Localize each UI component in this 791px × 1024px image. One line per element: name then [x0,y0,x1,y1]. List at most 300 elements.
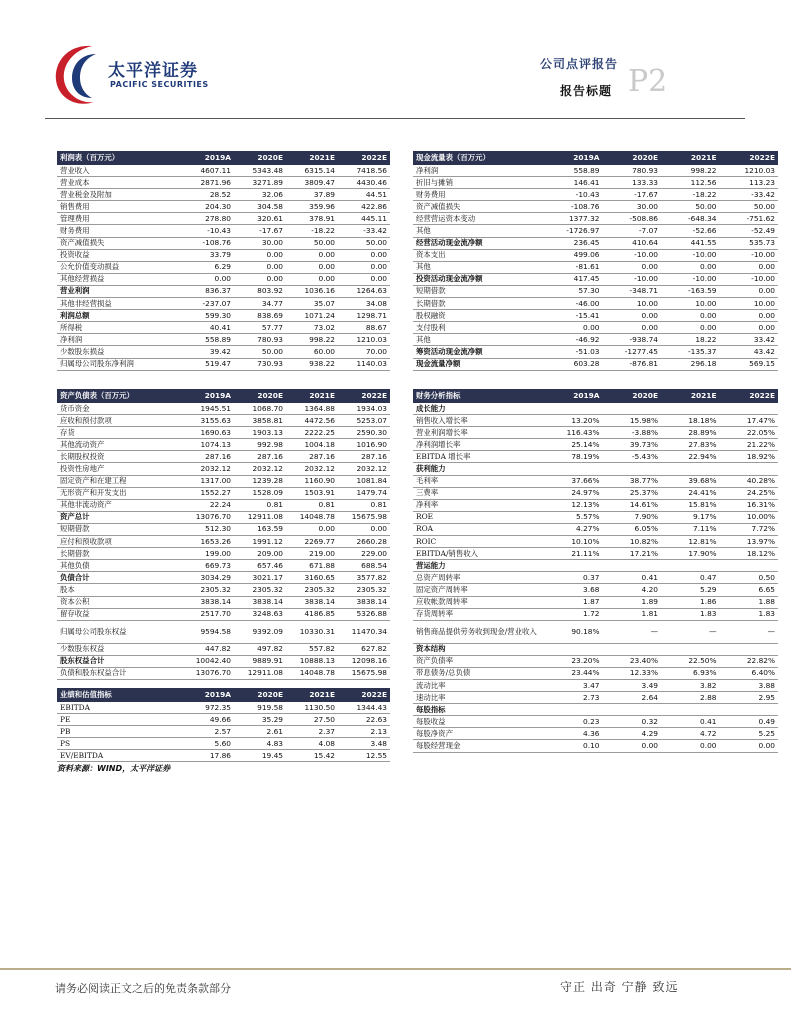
cell-value [720,560,779,572]
cell-value: 18.18% [661,415,720,427]
cell-value: 27.83% [661,439,720,451]
cell-value: 688.54 [338,560,390,572]
cell-value: -10.43 [182,225,234,237]
cell-value: 50.00 [286,237,338,249]
cell-value: -10.00 [661,273,720,285]
table-row [57,620,390,643]
table-row [413,475,778,487]
income-statement-table [57,151,390,371]
cell-value: 50.00 [720,201,779,213]
cell-value: 219.00 [286,548,338,560]
row-label: PS [57,738,182,750]
cell-value: 671.88 [286,560,338,572]
cell-value: -108.76 [544,201,603,213]
cell-value: 6.05% [603,523,662,535]
year-header: 2019A [182,151,234,165]
cell-value: 0.50 [720,572,779,584]
cell-value: 22.50% [661,655,720,667]
table-row [57,499,390,511]
cell-value: 7.11% [661,523,720,535]
cell-value: 0.00 [720,261,779,273]
row-label: 资产总计 [57,511,182,523]
table-row [413,463,778,475]
cell-value: 1344.43 [338,702,390,714]
cell-value: 497.82 [234,643,286,655]
row-label: EBITDA [57,702,182,714]
row-label: 每股经营现金 [413,740,544,752]
cell-value: 4.36 [544,728,603,740]
row-label: 总资产周转率 [413,572,544,584]
cell-value [603,463,662,475]
cell-value: 2.64 [603,692,662,704]
company-logo [50,40,240,110]
table-row [57,475,390,487]
table-row [413,358,778,370]
cell-value: 627.82 [338,643,390,655]
year-header: 2022E [720,389,779,403]
cell-value: 972.35 [182,702,234,714]
cell-value: 4.27% [544,523,603,535]
header-rule [45,118,745,119]
cell-value: 3155.63 [182,415,234,427]
cell-value: 78.19% [544,451,603,463]
cell-value: 2.37 [286,726,338,738]
table-row [57,451,390,463]
year-header: 2021E [286,389,338,403]
row-label: 股本 [57,584,182,596]
cell-value: 5.60 [182,738,234,750]
cell-value: 2032.12 [234,463,286,475]
table-row [57,415,390,427]
cell-value: — [603,620,662,643]
cell-value: 14.61% [603,499,662,511]
cell-value: 12911.08 [234,667,286,679]
row-label: 销售商品提供劳务收到现金/营业收入 [413,620,544,643]
valuation-table [57,688,390,762]
cell-value: 3160.65 [286,572,338,584]
footer-disclaimer: 请务必阅读正文之后的免责条款部分 [55,982,231,995]
cell-value: 4430.46 [338,177,390,189]
cell-value [720,704,779,716]
cell-value: 1552.27 [182,487,234,499]
table-row [57,584,390,596]
row-label: 净利率 [413,499,544,511]
table-row [413,643,778,655]
row-label: 毛利率 [413,475,544,487]
cell-value: 4.29 [603,728,662,740]
row-label: 留存收益 [57,608,182,620]
cell-value: -135.37 [661,346,720,358]
footer-motto: 守正 出奇 宁静 致远 [560,980,679,994]
table-row [57,655,390,667]
table-row [413,403,778,415]
row-label: 股权融资 [413,310,544,322]
cell-value: 13076.70 [182,511,234,523]
table-row [57,403,390,415]
cell-value: 15.98% [603,415,662,427]
cell-value: -876.81 [603,358,662,370]
cell-value: 0.00 [720,322,779,334]
cell-value: — [661,620,720,643]
table-title: 财务分析指标 [413,389,544,403]
cell-value: 0.00 [603,740,662,752]
cell-value: 17.90% [661,548,720,560]
cell-value: 22.24 [182,499,234,511]
cell-value: 558.89 [544,165,603,177]
row-label: 速动比率 [413,692,544,704]
cell-value: 1264.63 [338,285,390,297]
year-header: 2019A [544,151,603,165]
row-label: PE [57,714,182,726]
cell-value: 6.65 [720,584,779,596]
row-label: EV/EBITDA [57,750,182,762]
row-label: ROE [413,511,544,523]
cell-value: 7.90% [603,511,662,523]
cell-value: 21.22% [720,439,779,451]
page-number: P2 [628,64,668,99]
cell-value: 9594.58 [182,620,234,643]
cell-value: 0.41 [661,716,720,728]
row-label: 存货 [57,427,182,439]
table-title: 现金流量表（百万元） [413,151,544,165]
cell-value: 304.58 [234,201,286,213]
cell-value: 13.97% [720,536,779,548]
cell-value: 49.66 [182,714,234,726]
year-header: 2020E [234,389,286,403]
table-row [413,273,778,285]
cell-value: 1.87 [544,596,603,608]
cell-value: 780.93 [603,165,662,177]
cell-value: 0.00 [661,740,720,752]
table-row [57,702,390,714]
cell-value: 2.13 [338,726,390,738]
cell-value: 1479.74 [338,487,390,499]
cell-value: 39.68% [661,475,720,487]
cell-value: -108.76 [182,237,234,249]
cell-value: 14048.78 [286,511,338,523]
cell-value: 2.88 [661,692,720,704]
cell-value: 60.00 [286,346,338,358]
cell-value: -3.88% [603,427,662,439]
cell-value: 209.00 [234,548,286,560]
cell-value: 803.92 [234,285,286,297]
table-row [57,273,390,285]
cell-value: 938.22 [286,358,338,370]
row-label: 营业收入 [57,165,182,177]
cell-value: 2.73 [544,692,603,704]
cell-value: -15.41 [544,310,603,322]
cell-value: 10888.13 [286,655,338,667]
cell-value: 287.16 [338,451,390,463]
cell-value: 0.00 [286,523,338,535]
cell-value: 133.33 [603,177,662,189]
cell-value: 2517.70 [182,608,234,620]
table-row [57,548,390,560]
cell-value: 0.47 [661,572,720,584]
cell-value: 38.77% [603,475,662,487]
cell-value: 599.30 [182,310,234,322]
cell-value: 1068.70 [234,403,286,415]
cell-value: 320.61 [234,213,286,225]
row-label: 现金流量净额 [413,358,544,370]
table-row [57,310,390,322]
cell-value: -18.22 [286,225,338,237]
cell-value: 5253.07 [338,415,390,427]
table-row [413,692,778,704]
table-row [413,451,778,463]
table-header-row [413,151,778,165]
cell-value: 24.97% [544,487,603,499]
table-row [413,511,778,523]
table-row [57,536,390,548]
cell-value: 558.89 [182,334,234,346]
cell-value: 1.88 [720,596,779,608]
cell-value: 10.10% [544,536,603,548]
cell-value: 1004.18 [286,439,338,451]
cell-value: 116.43% [544,427,603,439]
cell-value: 18.92% [720,451,779,463]
cell-value: 28.89% [661,427,720,439]
row-label: 投资性房地产 [57,463,182,475]
year-header: 2021E [286,151,338,165]
cell-value: 22.94% [661,451,720,463]
cell-value: 0.00 [234,273,286,285]
cell-value: 535.73 [720,237,779,249]
row-label: 归属母公司股东权益 [57,620,182,643]
cell-value: 1934.03 [338,403,390,415]
cell-value: 0.00 [661,261,720,273]
cell-value: 1210.03 [720,165,779,177]
row-label: ROA [413,523,544,535]
cell-value: -1277.45 [603,346,662,358]
table-row [57,358,390,370]
cell-value: 2032.12 [286,463,338,475]
cell-value: 603.28 [544,358,603,370]
cell-value: -33.42 [720,189,779,201]
row-label: 资产减值损失 [413,201,544,213]
table-row [57,334,390,346]
cell-value: 35.29 [234,714,286,726]
cell-value: 0.00 [338,273,390,285]
table-row [413,548,778,560]
report-type: 公司点评报告 [540,57,619,71]
table-row [57,596,390,608]
table-row [57,511,390,523]
cell-value: 278.80 [182,213,234,225]
cell-value: 378.91 [286,213,338,225]
cell-value: 12.81% [661,536,720,548]
cell-value: -46.00 [544,298,603,310]
cell-value: 1016.90 [338,439,390,451]
cell-value: 88.67 [338,322,390,334]
cell-value: 17.47% [720,415,779,427]
cell-value: 1239.28 [234,475,286,487]
cell-value: 10.00 [720,298,779,310]
cell-value: -10.00 [603,249,662,261]
cell-value: -10.00 [720,273,779,285]
cell-value: 3838.14 [338,596,390,608]
row-label: 每股指标 [413,704,544,716]
table-row [57,322,390,334]
cell-value: — [720,620,779,643]
table-row [57,225,390,237]
cell-value: 16.31% [720,499,779,511]
cell-value: 992.98 [234,439,286,451]
cell-value: 3.48 [338,738,390,750]
cell-value: 2.61 [234,726,286,738]
table-row [413,740,778,752]
cell-value: 40.41 [182,322,234,334]
cell-value: -17.67 [234,225,286,237]
row-label: 长期借款 [57,548,182,560]
cell-value: 11470.34 [338,620,390,643]
table-row [413,523,778,535]
row-label: 流动比率 [413,679,544,691]
row-label: 其他非经营损益 [57,298,182,310]
cell-value: 24.25% [720,487,779,499]
cell-value: 441.55 [661,237,720,249]
cell-value: 1.83 [720,608,779,620]
table-row [57,346,390,358]
cell-value: 40.28% [720,475,779,487]
row-label: 股东权益合计 [57,655,182,667]
table-title: 利润表（百万元） [57,151,182,165]
row-label: 归属母公司股东净利润 [57,358,182,370]
cell-value: 1317.00 [182,475,234,487]
row-label: 无形资产和开发支出 [57,487,182,499]
table-row [413,716,778,728]
cell-value: 287.16 [286,451,338,463]
row-label: 短期借款 [57,523,182,535]
table-row [413,560,778,572]
cell-value [661,403,720,415]
row-label: 财务费用 [413,189,544,201]
cell-value: 1903.13 [234,427,286,439]
cell-value: -46.92 [544,334,603,346]
year-header: 2021E [661,151,720,165]
cell-value: 5.57% [544,511,603,523]
table-row [413,584,778,596]
cell-value: 2.57 [182,726,234,738]
cell-value: 3.88 [720,679,779,691]
cell-value: 1.83 [661,608,720,620]
cell-value: 3858.81 [234,415,286,427]
cell-value: 9.17% [661,511,720,523]
year-header: 2020E [603,151,662,165]
cell-value: 0.00 [720,310,779,322]
year-header: 2019A [182,688,234,702]
cell-value: 445.11 [338,213,390,225]
table-row [413,679,778,691]
row-label: 投资收益 [57,249,182,261]
table-row [57,189,390,201]
row-label: 其他流动资产 [57,439,182,451]
company-name-en: PACIFIC SECURITIES [110,80,209,89]
row-label: 短期借款 [413,285,544,297]
cell-value: 669.73 [182,560,234,572]
row-label: 净利润增长率 [413,439,544,451]
row-label: 财务费用 [57,225,182,237]
row-label: 经营活动现金流净额 [413,237,544,249]
cell-value: 18.22 [661,334,720,346]
row-label: 其他 [413,225,544,237]
company-name-cn: 太平洋证券 [108,61,198,81]
row-label: 每股收益 [413,716,544,728]
cell-value: 23.40% [603,655,662,667]
row-label: 资本公积 [57,596,182,608]
cell-value: 33.42 [720,334,779,346]
cell-value: 90.18% [544,620,603,643]
cell-value: 6.40% [720,667,779,679]
cell-value: 0.32 [603,716,662,728]
cell-value: -508.86 [603,213,662,225]
cell-value: 1.89 [603,596,662,608]
cell-value: 1074.13 [182,439,234,451]
table-row [413,572,778,584]
cell-value: 3.68 [544,584,603,596]
row-label: 其他非流动资产 [57,499,182,511]
cell-value: -938.74 [603,334,662,346]
cell-value [720,643,779,655]
cell-value: 34.77 [234,298,286,310]
cell-value: -52.66 [661,225,720,237]
table-row [57,667,390,679]
row-label: 资产减值损失 [57,237,182,249]
cell-value: 24.41% [661,487,720,499]
cell-value: 1160.90 [286,475,338,487]
table-row [413,237,778,249]
cell-value: 30.00 [603,201,662,213]
cell-value: -237.07 [182,298,234,310]
cell-value: 422.86 [338,201,390,213]
cell-value: 57.77 [234,322,286,334]
cell-value [720,403,779,415]
cell-value: -1726.97 [544,225,603,237]
cell-value: 1690.63 [182,427,234,439]
cell-value: 70.00 [338,346,390,358]
cell-value: 12.33% [603,667,662,679]
cell-value: 557.82 [286,643,338,655]
cell-value: -648.34 [661,213,720,225]
row-label: 营运能力 [413,560,544,572]
year-header: 2020E [234,688,286,702]
table-row [413,261,778,273]
table-row [57,165,390,177]
cell-value: 1528.09 [234,487,286,499]
row-label: 存货周转率 [413,608,544,620]
cell-value: 1210.03 [338,334,390,346]
table-row [57,750,390,762]
cell-value [603,643,662,655]
table-row [57,285,390,297]
cell-value: 4472.56 [286,415,338,427]
cell-value: 0.00 [338,249,390,261]
cell-value: 1130.50 [286,702,338,714]
table-row [57,213,390,225]
cell-value: 2660.28 [338,536,390,548]
cell-value: 3271.89 [234,177,286,189]
cell-value: 12098.16 [338,655,390,667]
row-label: 负债合计 [57,572,182,584]
row-label: 其他 [413,261,544,273]
table-header-row [57,389,390,403]
cell-value: 836.37 [182,285,234,297]
row-label: 营业成本 [57,177,182,189]
cell-value: 0.49 [720,716,779,728]
cell-value: 37.89 [286,189,338,201]
year-header: 2022E [338,688,390,702]
cell-value: 23.20% [544,655,603,667]
